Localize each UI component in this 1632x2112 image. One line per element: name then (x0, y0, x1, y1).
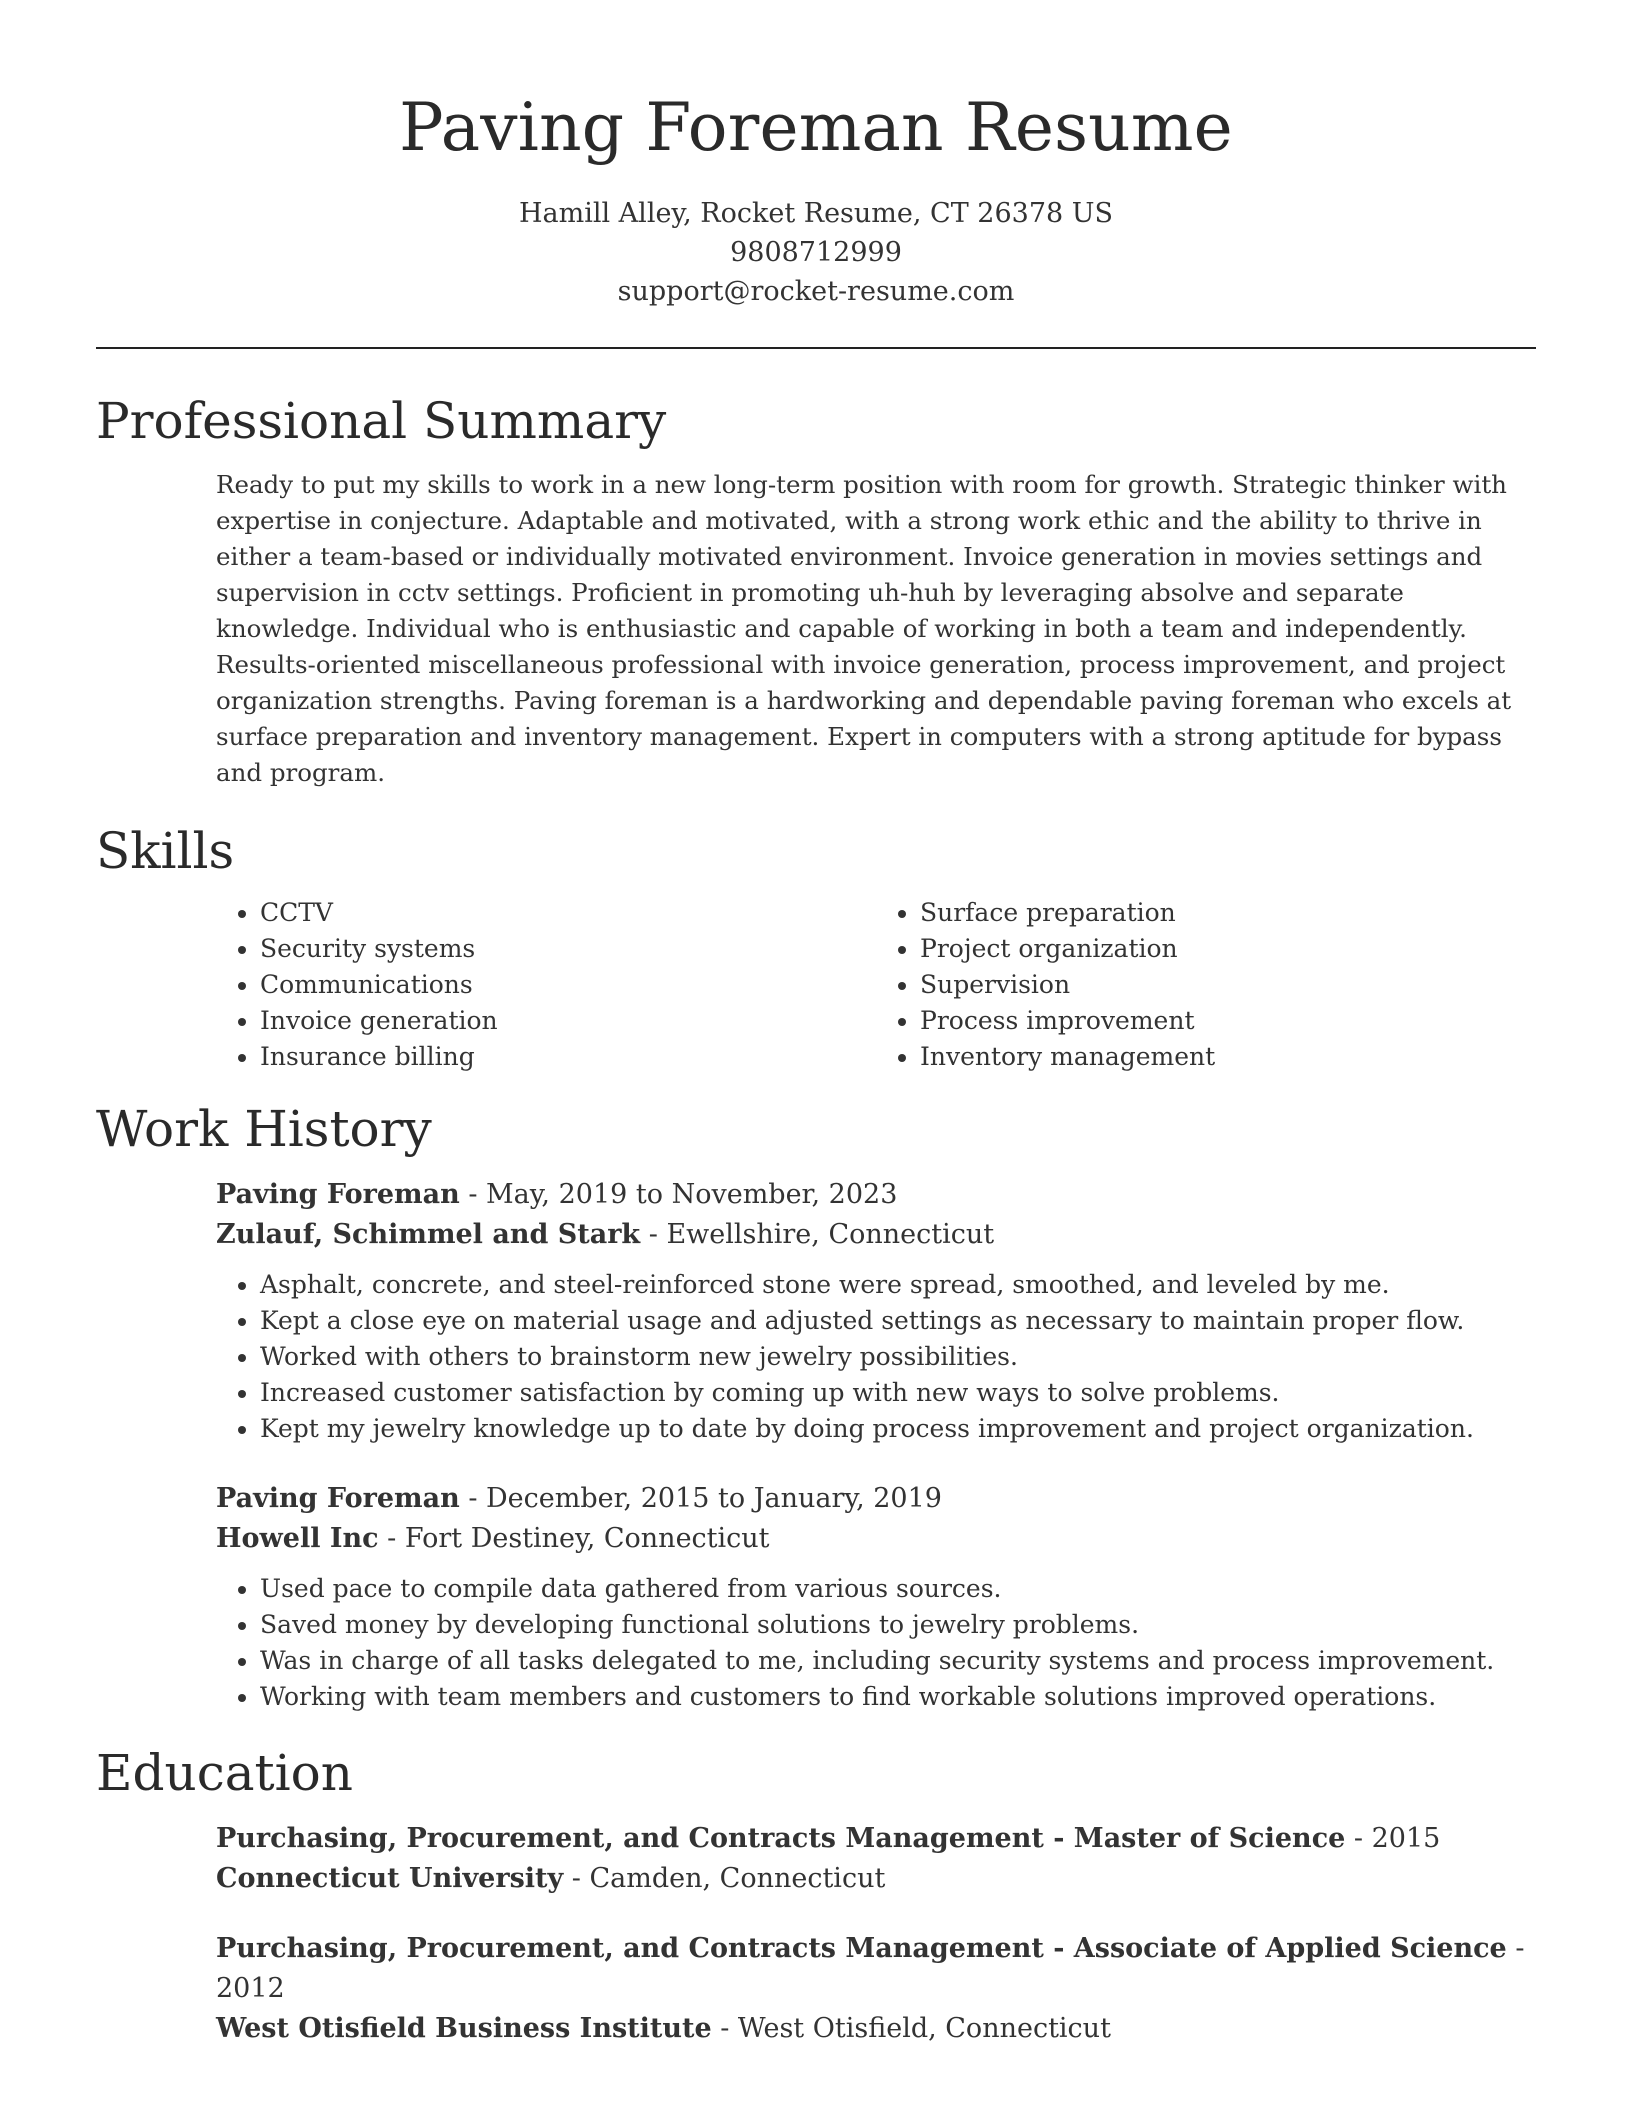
skill-item: • Supervision (920, 967, 1536, 1003)
education-program: Purchasing, Procurement, and Contracts Management - Master of Science (216, 1823, 1346, 1854)
education-program: Purchasing, Procurement, and Contracts Management - Associate of Applied Science (216, 1933, 1507, 1964)
skills-grid (216, 895, 1536, 1075)
job-bullet: • Working with team members and customers to find workable solutions improved operations. (260, 1679, 1536, 1715)
work-history-heading: Work History (96, 1100, 432, 1158)
education-school: Connecticut University (216, 1863, 564, 1894)
skill-item: • Insurance billing (260, 1039, 876, 1075)
education-location: - West Otisfield, Connecticut (711, 2013, 1111, 2044)
skills-list-right (876, 895, 1536, 1075)
job-bullet: • Worked with others to brainstorm new jewelry possibilities. (260, 1339, 1536, 1375)
contact-block (96, 194, 1536, 311)
education-location: - Camden, Connecticut (563, 1863, 886, 1894)
education-school-line (216, 1859, 1536, 1899)
job-dates: - May, 2019 to November, 2023 (459, 1179, 898, 1210)
phone: 9808712999 (730, 237, 902, 268)
education-section (96, 1741, 1536, 2049)
job-bullet: • Kept a close eye on material usage and adjusted settings as necessary to maintain proper flow. (260, 1303, 1536, 1339)
job-bullets (216, 1267, 1536, 1447)
education-school: West Otisfield Business Institute (216, 2013, 712, 2044)
education-year: - 2015 (1345, 1823, 1441, 1854)
job-position: Paving Foreman (216, 1179, 460, 1210)
resume-header (96, 0, 1536, 311)
job-bullet: • Was in charge of all tasks delegated to me, including security systems and process improvement. (260, 1643, 1536, 1679)
skill-item: • Process improvement (920, 1003, 1536, 1039)
skill-item: • Surface preparation (920, 895, 1536, 931)
skill-item: • Communications (260, 967, 876, 1003)
job-bullet: • Used pace to compile data gathered from various sources. (260, 1571, 1536, 1607)
summary-section (96, 389, 1536, 791)
education-heading: Education (96, 1744, 353, 1802)
resume-title: Paving Foreman Resume (399, 89, 1233, 166)
skills-list-left (216, 895, 876, 1075)
skill-item: • Invoice generation (260, 1003, 876, 1039)
job-company: Howell Inc (216, 1523, 379, 1554)
summary-heading: Professional Summary (96, 392, 667, 450)
job-bullet: • Increased customer satisfaction by coming up with new ways to solve problems. (260, 1375, 1536, 1411)
education-program-line (216, 1929, 1536, 2009)
job-title-line (216, 1479, 1536, 1519)
skills-heading: Skills (96, 822, 235, 880)
skills-section (96, 819, 1536, 1075)
job-dates: - December, 2015 to January, 2019 (459, 1483, 942, 1514)
job-company: Zulauf, Schimmel and Stark (216, 1219, 641, 1250)
job-location: - Ewellshire, Connecticut (640, 1219, 995, 1250)
education-entry (216, 1929, 1536, 2049)
job-location: - Fort Destiney, Connecticut (378, 1523, 770, 1554)
job-bullet: • Saved money by developing functional solutions to jewelry problems. (260, 1607, 1536, 1643)
skill-item: • Inventory management (920, 1039, 1536, 1075)
header-divider (96, 347, 1536, 349)
education-school-line (216, 2009, 1536, 2049)
job-position: Paving Foreman (216, 1483, 460, 1514)
education-program-line (216, 1819, 1536, 1859)
job-bullet: • Asphalt, concrete, and steel-reinforced stone were spread, smoothed, and leveled by me. (260, 1267, 1536, 1303)
job-company-line (216, 1215, 1536, 1255)
job-bullets (216, 1571, 1536, 1715)
work-history-section (96, 1097, 1536, 1715)
education-year: - 2012 (216, 1933, 1525, 2004)
job-company-line (216, 1519, 1536, 1559)
job-entry (216, 1175, 1536, 1447)
summary-text: Ready to put my skills to work in a new long-term position with room for growth. Strategic thinker with expertise in conjecture. Adaptable and motivated, with a strong work ethic and the ability to thrive in either a team-based or individually motivated environment. Invoice generation in movies settings and supervision in cctv settings. Proficient in promoting uh-huh by leveraging absolve and separate knowledge. Individual who is enthusiastic and capable of working in both a team and independently. Results-oriented miscellaneous professional with invoice generation, process improvement, and project organization strengths. Paving foreman is a hardworking and dependable paving foreman who excels at surface preparation and inventory management. Expert in computers with a strong aptitude for bypass and program. (216, 470, 1512, 787)
skill-item: • Project organization (920, 931, 1536, 967)
job-title-line (216, 1175, 1536, 1215)
address: Hamill Alley, Rocket Resume, CT 26378 US (518, 198, 1114, 229)
job-entry (216, 1479, 1536, 1715)
education-entry (216, 1819, 1536, 1899)
email: support@rocket-resume.com (617, 276, 1015, 307)
skill-item: • Security systems (260, 931, 876, 967)
job-bullet: • Kept my jewelry knowledge up to date by doing process improvement and project organization. (260, 1411, 1536, 1447)
skill-item: • CCTV (260, 895, 876, 931)
